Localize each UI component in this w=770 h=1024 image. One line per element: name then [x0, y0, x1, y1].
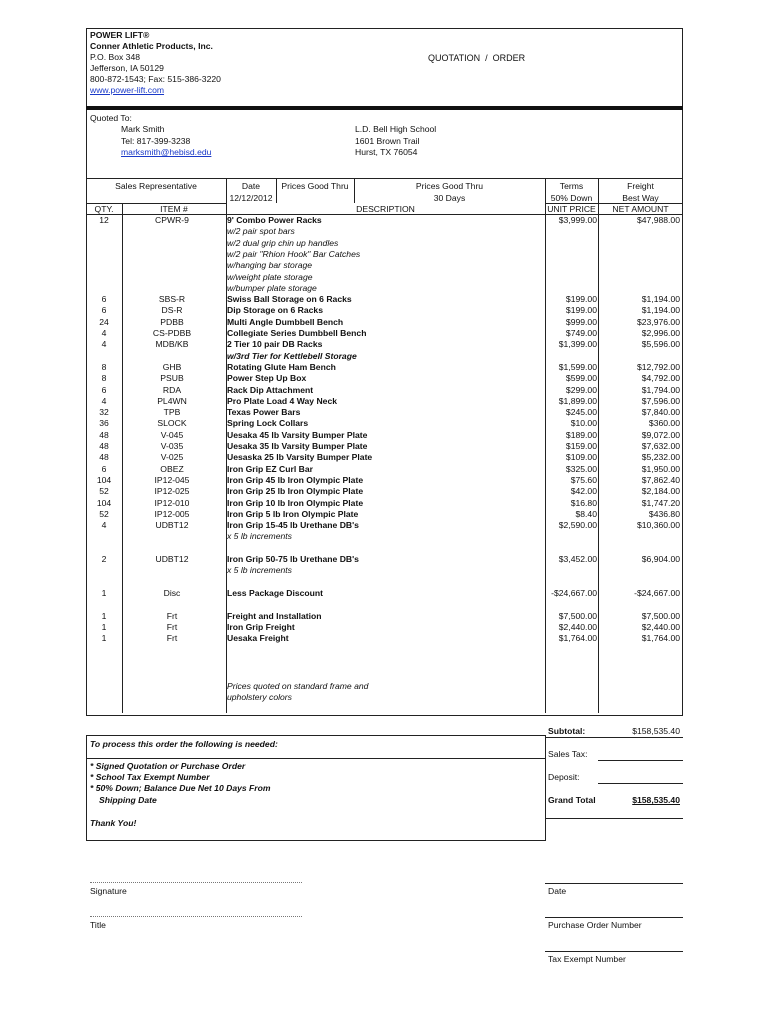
thank-you: Thank You!	[90, 818, 137, 828]
table-row	[0, 633, 770, 644]
description-cell: w/bumper plate storage	[227, 282, 317, 293]
unit-price-cell: $3,999.00	[558, 215, 597, 225]
item-number-cell: GHB	[162, 361, 182, 372]
sales-rep-header: Sales Representative	[115, 181, 197, 191]
unit-price-cell: $749.00	[565, 328, 597, 338]
table-row	[0, 305, 770, 316]
table-top-line	[86, 178, 683, 179]
description-cell: w/weight plate storage	[227, 271, 313, 282]
table-row	[0, 554, 770, 565]
description-cell: Collegiate Series Dumbbell Bench	[227, 328, 367, 338]
item-number-cell: UDBT12	[155, 520, 189, 531]
qty-cell: 6	[101, 463, 107, 474]
col-header-unit-price: UNIT PRICE	[547, 204, 596, 214]
net-amount-cell: $360.00	[648, 418, 680, 429]
qty-cell: 32	[99, 407, 109, 418]
subtotal-line	[545, 737, 683, 738]
unit-price-cell: $42.00	[570, 486, 597, 497]
description-cell: Rotating Glute Ham Bench	[227, 361, 336, 372]
deposit-label: Deposit:	[548, 772, 580, 782]
table-row	[0, 362, 770, 373]
qty-cell: 6	[101, 384, 107, 395]
description-cell: Iron Grip 15-45 lb Urethane DB's	[227, 520, 359, 531]
item-number-cell: PSUB	[160, 373, 184, 384]
col-header-net-amount: NET AMOUNT	[612, 204, 669, 214]
unit-price-cell: $159.00	[565, 441, 597, 451]
description-cell: Spring Lock Collars	[227, 418, 309, 429]
school-block	[355, 124, 436, 159]
deposit-field-line[interactable]	[598, 783, 683, 784]
description-cell: Dip Storage on 6 Racks	[227, 305, 323, 316]
process-divider	[86, 758, 546, 759]
net-amount-cell: $1,764.00	[641, 633, 680, 644]
customer-tel: Tel: 817-399-3238	[121, 135, 191, 146]
table-row	[0, 418, 770, 429]
sales-tax-field-line[interactable]	[598, 760, 683, 761]
qty-cell: 52	[99, 508, 109, 519]
description-cell: Iron Grip EZ Curl Bar	[227, 463, 313, 474]
net-amount-cell: $1,194.00	[641, 305, 680, 316]
item-number-cell: UDBT12	[155, 554, 189, 564]
description-cell: Iron Grip 10 lb Iron Olympic Plate	[227, 497, 364, 508]
table-row	[0, 430, 770, 441]
table-row	[0, 351, 770, 362]
description-cell: 9' Combo Power Racks	[227, 215, 322, 225]
prices-good-thru-header: Prices Good Thru	[281, 181, 349, 191]
grand-total-label: Grand Total	[548, 795, 596, 805]
qty-cell: 1	[101, 610, 107, 621]
company-address1: P.O. Box 348	[90, 52, 141, 62]
item-number-cell: PDBB	[160, 316, 184, 327]
unit-price-cell: -$24,667.00	[551, 587, 597, 598]
item-number-cell: OBEZ	[160, 463, 184, 474]
subtotal-value: $158,535.40	[632, 726, 680, 736]
description-cell: Uesaka 35 lb Varsity Bumper Plate	[227, 441, 368, 451]
quoted-to-label: Quoted To:	[90, 113, 132, 123]
prices-good-thru-header-2: Prices Good Thru	[415, 181, 484, 191]
net-amount-cell: $1,747.20	[641, 497, 680, 508]
company-address2: Jefferson, IA 50129	[90, 63, 164, 73]
po-number-label: Purchase Order Number	[548, 920, 642, 930]
item-number-cell: IP12-025	[154, 486, 190, 497]
table-row	[0, 226, 770, 237]
description-cell: w/2 pair "Rhion Hook" Bar Catches	[227, 248, 361, 259]
unit-price-cell: $1,599.00	[558, 361, 597, 372]
description-cell: x 5 lb increments	[227, 531, 292, 542]
description-cell: Iron Grip 5 lb Iron Olympic Plate	[227, 508, 359, 519]
col-header-description: DESCRIPTION	[356, 204, 415, 214]
qty-cell: 104	[96, 474, 112, 485]
process-item-1: * Signed Quotation or Purchase Order	[90, 761, 246, 771]
description-cell: Uesaka 45 lb Varsity Bumper Plate	[227, 429, 368, 440]
qty-cell: 4	[101, 520, 107, 531]
unit-price-cell: $1,899.00	[558, 395, 597, 406]
school-city: Hurst, TX 76054	[355, 147, 418, 157]
school-name: L.D. Bell High School	[355, 124, 437, 134]
col-header-item: ITEM #	[160, 204, 188, 214]
table-row	[0, 622, 770, 633]
unit-price-cell: $75.60	[570, 474, 597, 485]
unit-price-cell: $16.80	[570, 497, 597, 508]
item-number-cell: SLOCK	[157, 418, 187, 429]
unit-price-cell: $299.00	[565, 384, 597, 395]
table-row	[0, 509, 770, 520]
description-cell: w/2 dual grip chin up handles	[227, 237, 339, 248]
unit-price-cell: $1,399.00	[558, 339, 597, 350]
table-row	[0, 249, 770, 260]
net-amount-cell: $1,794.00	[641, 384, 680, 395]
net-amount-cell: $2,184.00	[641, 486, 680, 497]
item-number-cell: RDA	[162, 384, 182, 395]
table-row	[0, 396, 770, 407]
company-phone: 800-872-1543; Fax: 515-386-3220	[90, 74, 221, 84]
table-row	[0, 441, 770, 452]
item-number-cell: CS-PDBB	[152, 328, 192, 338]
company-website-link[interactable]: www.power-lift.com	[90, 85, 165, 95]
description-cell: Pro Plate Load 4 Way Neck	[227, 395, 338, 406]
title-label: Title	[90, 920, 106, 930]
date-header: Date	[241, 181, 261, 191]
net-amount-cell: $7,862.40	[641, 474, 680, 485]
table-row	[0, 611, 770, 622]
unit-price-cell: $599.00	[565, 373, 597, 384]
po-number-field-line[interactable]	[545, 917, 683, 918]
unit-price-cell: $189.00	[565, 429, 597, 440]
description-cell: Freight and Installation	[227, 610, 322, 621]
table-row	[0, 215, 770, 226]
description-cell: w/hanging bar storage	[227, 260, 313, 271]
date-field-line[interactable]	[545, 883, 683, 884]
table-row	[0, 565, 770, 576]
description-cell: Uesaska 25 lb Varsity Bumper Plate	[227, 452, 373, 463]
item-number-cell: IP12-010	[154, 497, 190, 508]
net-amount-cell: $2,996.00	[641, 328, 680, 338]
net-amount-cell: $10,360.00	[636, 520, 680, 531]
net-amount-cell: $4,792.00	[641, 373, 680, 384]
qty-cell: 104	[96, 497, 112, 508]
table-row	[0, 328, 770, 339]
description-cell: x 5 lb increments	[227, 565, 292, 576]
description-cell: Power Step Up Box	[227, 373, 307, 384]
subtotal-label: Subtotal:	[548, 726, 586, 736]
date-label: Date	[548, 886, 567, 896]
net-amount-cell: $6,904.00	[641, 554, 680, 564]
table-row	[0, 260, 770, 271]
description-cell: Iron Grip Freight	[227, 621, 295, 632]
item-number-cell: MDB/KB	[155, 339, 189, 350]
net-amount-cell: $23,976.00	[636, 316, 680, 327]
pricing-note-1: Prices quoted on standard frame and	[227, 681, 369, 691]
qty-cell: 8	[101, 361, 107, 372]
table-row	[0, 317, 770, 328]
sales-tax-label: Sales Tax:	[548, 749, 588, 759]
process-item-2: * School Tax Exempt Number	[90, 772, 210, 782]
table-row	[0, 464, 770, 475]
table-row	[0, 238, 770, 249]
qty-cell: 2	[101, 554, 107, 564]
customer-name: Mark Smith	[121, 124, 165, 134]
qty-cell: 4	[101, 395, 107, 406]
table-row	[0, 294, 770, 305]
unit-price-cell: $3,452.00	[558, 554, 597, 564]
net-amount-cell: $1,194.00	[641, 294, 680, 305]
title-field-line[interactable]	[90, 916, 302, 917]
description-cell: Texas Power Bars	[227, 407, 301, 418]
qty-cell: 1	[101, 587, 107, 598]
process-heading: To process this order the following is needed:	[90, 739, 278, 749]
qty-cell: 48	[99, 452, 109, 463]
days-value: 30 Days	[433, 193, 466, 203]
net-amount-cell: $1,950.00	[641, 463, 680, 474]
description-cell: Rack Dip Attachment	[227, 384, 314, 395]
customer-block	[121, 124, 211, 159]
description-cell: 2 Tier 10 pair DB Racks	[227, 339, 323, 350]
qty-cell: 36	[99, 418, 109, 429]
tax-exempt-field-line[interactable]	[545, 951, 683, 952]
company-division: Conner Athletic Products, Inc.	[90, 41, 213, 51]
pricing-note-2: upholstery colors	[227, 692, 292, 702]
table-row	[0, 599, 770, 610]
unit-price-cell: $1,764.00	[558, 633, 597, 644]
table-row	[0, 407, 770, 418]
item-number-cell: IP12-045	[154, 474, 190, 485]
item-number-cell: V-025	[160, 452, 184, 463]
unit-price-cell: $2,590.00	[558, 520, 597, 531]
tax-exempt-label: Tax Exempt Number	[548, 954, 626, 964]
signature-field-line[interactable]	[90, 882, 302, 883]
item-number-cell: DS-R	[161, 305, 183, 316]
net-amount-cell: $5,232.00	[641, 452, 680, 463]
school-street: 1601 Brown Trail	[355, 135, 420, 146]
header-separator	[86, 106, 683, 110]
qty-cell: 48	[99, 429, 109, 440]
item-number-cell: TPB	[163, 407, 181, 418]
description-cell: w/3rd Tier for Kettlebell Storage	[227, 350, 357, 361]
net-amount-cell: $7,500.00	[641, 610, 680, 621]
description-cell: Multi Angle Dumbbell Bench	[227, 316, 344, 327]
table-row	[0, 272, 770, 283]
table-row	[0, 531, 770, 542]
description-cell: Iron Grip 45 lb Iron Olympic Plate	[227, 474, 364, 485]
item-number-cell: PL4WN	[157, 395, 187, 406]
item-number-cell: Frt	[166, 610, 178, 621]
grand-total-line	[545, 818, 683, 819]
table-row	[0, 452, 770, 463]
item-number-cell: SBS-R	[158, 294, 186, 305]
net-amount-cell: -$24,667.00	[634, 587, 680, 598]
table-row	[0, 283, 770, 294]
description-cell: Less Package Discount	[227, 587, 324, 598]
qty-cell: 4	[101, 339, 107, 350]
item-number-cell: IP12-005	[154, 508, 190, 519]
freight-header: Freight	[627, 181, 654, 191]
qty-cell: 6	[101, 305, 107, 316]
net-amount-cell: $47,988.00	[636, 215, 680, 225]
description-cell: Iron Grip 50-75 lb Urethane DB's	[227, 554, 359, 564]
table-row	[0, 588, 770, 599]
net-amount-cell: $7,596.00	[641, 395, 680, 406]
item-number-cell: V-045	[160, 429, 184, 440]
customer-email-link[interactable]: marksmith@hebisd.edu	[121, 147, 212, 157]
freight-value: Best Way	[622, 193, 659, 203]
document-title: QUOTATION / ORDER	[428, 53, 526, 63]
unit-price-cell: $10.00	[570, 418, 597, 429]
process-item-4: Shipping Date	[99, 795, 157, 805]
table-row	[0, 373, 770, 384]
grand-total-value: $158,535.40	[632, 795, 680, 805]
qty-cell: 12	[99, 215, 109, 225]
signature-label: Signature	[90, 886, 127, 896]
qty-cell: 24	[99, 316, 109, 327]
item-number-cell: Frt	[166, 621, 178, 632]
qty-cell: 48	[99, 441, 109, 451]
table-row	[0, 498, 770, 509]
description-cell: Iron Grip 25 lb Iron Olympic Plate	[227, 486, 364, 497]
company-name: POWER LIFT®	[90, 30, 150, 40]
process-item-3: * 50% Down; Balance Due Net 10 Days From	[90, 783, 271, 793]
unit-price-cell: $245.00	[565, 407, 597, 418]
item-number-cell: CPWR-9	[155, 215, 189, 225]
qty-cell: 4	[101, 328, 107, 338]
unit-price-cell: $7,500.00	[558, 610, 597, 621]
table-row	[0, 543, 770, 554]
date-value: 12/12/2012	[229, 193, 273, 203]
terms-value: 50% Down	[550, 193, 593, 203]
unit-price-cell: $8.40	[575, 508, 597, 519]
unit-price-cell: $199.00	[565, 294, 597, 305]
net-amount-cell: $436.80	[648, 508, 680, 519]
description-cell: Swiss Ball Storage on 6 Racks	[227, 294, 352, 305]
table-row	[0, 339, 770, 350]
net-amount-cell: $7,840.00	[641, 407, 680, 418]
table-row	[0, 577, 770, 588]
qty-cell: 1	[101, 621, 107, 632]
terms-header: Terms	[559, 181, 584, 191]
qty-cell: 6	[101, 294, 107, 305]
qty-cell: 1	[101, 633, 107, 644]
item-number-cell: Frt	[166, 633, 178, 644]
net-amount-cell: $9,072.00	[641, 429, 680, 440]
item-number-cell: V-035	[160, 441, 184, 451]
table-row	[0, 520, 770, 531]
col-header-qty: QTY.	[94, 204, 114, 214]
unit-price-cell: $109.00	[565, 452, 597, 463]
net-amount-cell: $2,440.00	[641, 621, 680, 632]
description-cell: Uesaka Freight	[227, 633, 289, 644]
qty-cell: 52	[99, 486, 109, 497]
description-cell: w/2 pair spot bars	[227, 226, 295, 237]
unit-price-cell: $999.00	[565, 316, 597, 327]
company-block	[90, 30, 221, 96]
item-number-cell: Disc	[163, 587, 181, 598]
unit-price-cell: $2,440.00	[558, 621, 597, 632]
net-amount-cell: $5,596.00	[641, 339, 680, 350]
net-amount-cell: $12,792.00	[636, 361, 680, 372]
net-amount-cell: $7,632.00	[641, 441, 680, 451]
unit-price-cell: $325.00	[565, 463, 597, 474]
qty-cell: 8	[101, 373, 107, 384]
unit-price-cell: $199.00	[565, 305, 597, 316]
table-row	[0, 486, 770, 497]
table-row	[0, 385, 770, 396]
table-row	[0, 475, 770, 486]
